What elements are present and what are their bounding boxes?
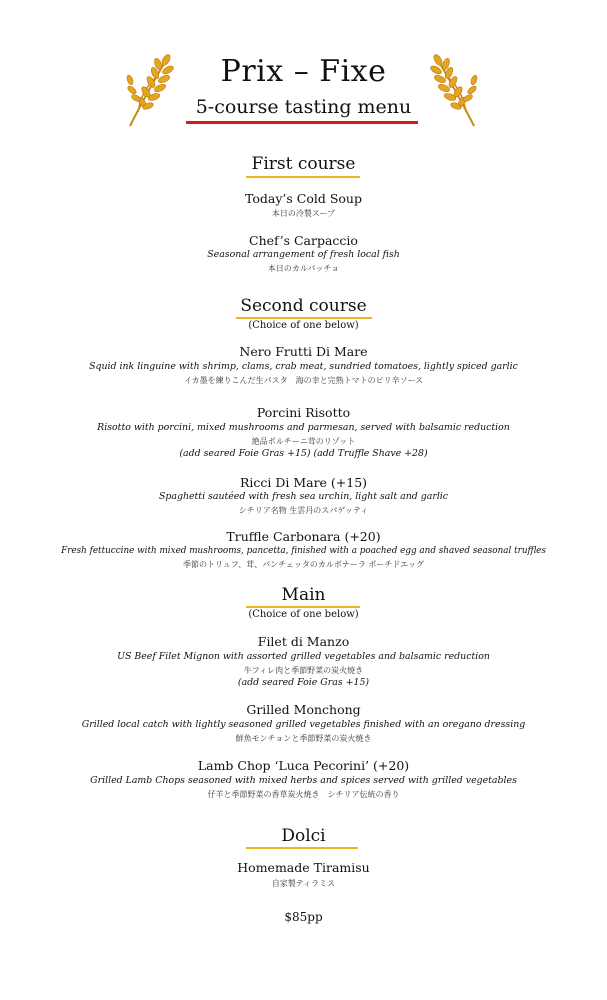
- dish-addon: (add seared Foie Gras +15): [237, 677, 370, 688]
- menu-price: $85pp: [284, 910, 323, 924]
- dish-japanese: 自家製ティラミス: [271, 879, 336, 888]
- dish-name: Chef’s Carpaccio: [249, 233, 358, 248]
- title-underline: [186, 121, 418, 124]
- dish-name: Lamb Chop ‘Luca Pecorini’ (+20): [197, 758, 410, 773]
- dish-description: Grilled local catch with lightly seasoned grilled vegetables finished with an oregano dressing: [81, 719, 526, 730]
- section-underline: [246, 847, 358, 849]
- menu-title: Prix – Fixe: [220, 54, 387, 89]
- dish-japanese: イカ墨を練りこんだ生パスタ 海の幸と完熟トマトのピリ辛ソース: [183, 376, 424, 385]
- section-title-second-course: Second course: [240, 296, 367, 316]
- dish-description: Squid ink linguine with shrimp, clams, crab meat, sundried tomatoes, lightly spiced garlic: [89, 361, 518, 372]
- dish-japanese: 鮮魚モンチョンと季節野菜の炭火焼き: [235, 734, 372, 743]
- section-underline: [236, 317, 372, 319]
- dish-japanese: 仔羊と季節野菜の香草炭火焼き シチリア伝統の香り: [207, 790, 400, 799]
- section-underline: [246, 176, 360, 178]
- dish-description: Risotto with porcini, mixed mushrooms and parmesan, served with balsamic reduction: [97, 422, 510, 433]
- dish-name: Nero Frutti Di Mare: [239, 344, 368, 359]
- dish-name: Ricci Di Mare (+15): [239, 475, 368, 490]
- dish-description: US Beef Filet Mignon with assorted grilled vegetables and balsamic reduction: [117, 651, 490, 662]
- dish-japanese: 絶品ポルチーニ茸のリゾット: [251, 437, 356, 446]
- dish-name: Homemade Tiramisu: [237, 860, 370, 875]
- dish-japanese: 牛フィレ肉と季節野菜の炭火焼き: [243, 666, 364, 675]
- section-note: (Choice of one below): [248, 320, 359, 331]
- dish-name: Filet di Manzo: [257, 634, 350, 649]
- section-title-main: Main: [281, 585, 326, 605]
- section-title-first-course: First course: [251, 154, 356, 174]
- dish-description: Seasonal arrangement of fresh local fish: [207, 249, 400, 260]
- dish-description: Fresh fettuccine with mixed mushrooms, pancetta, finished with a poached egg and shaved seasonal truffles: [61, 546, 546, 556]
- dish-description: Spaghetti sautéed with fresh sea urchin, light salt and garlic: [158, 491, 449, 502]
- section-underline: [246, 606, 360, 608]
- dish-japanese: 本日の冷製スープ: [271, 209, 336, 218]
- dish-addon: (add seared Foie Gras +15) (add Truffle Shave +28): [179, 448, 428, 459]
- dish-name: Today’s Cold Soup: [245, 191, 362, 206]
- section-title-dolci: Dolci: [281, 826, 326, 846]
- dish-name: Grilled Monchong: [246, 702, 361, 717]
- dish-japanese: 本日のカルパッチョ: [267, 264, 340, 273]
- dish-name: Truffle Carbonara (+20): [226, 529, 381, 544]
- dish-japanese: シチリア名物 生雲丹のスパゲッティ: [238, 506, 369, 515]
- dish-japanese: 季節のトリュフ、茸、パンチェッタのカルボナーラ ポーチドエッグ: [183, 560, 424, 569]
- dish-name: Porcini Risotto: [256, 405, 351, 420]
- dish-description: Grilled Lamb Chops seasoned with mixed herbs and spices served with grilled vegetables: [90, 775, 517, 786]
- section-note: (Choice of one below): [248, 609, 359, 620]
- menu-subtitle: 5-course tasting menu: [195, 96, 412, 118]
